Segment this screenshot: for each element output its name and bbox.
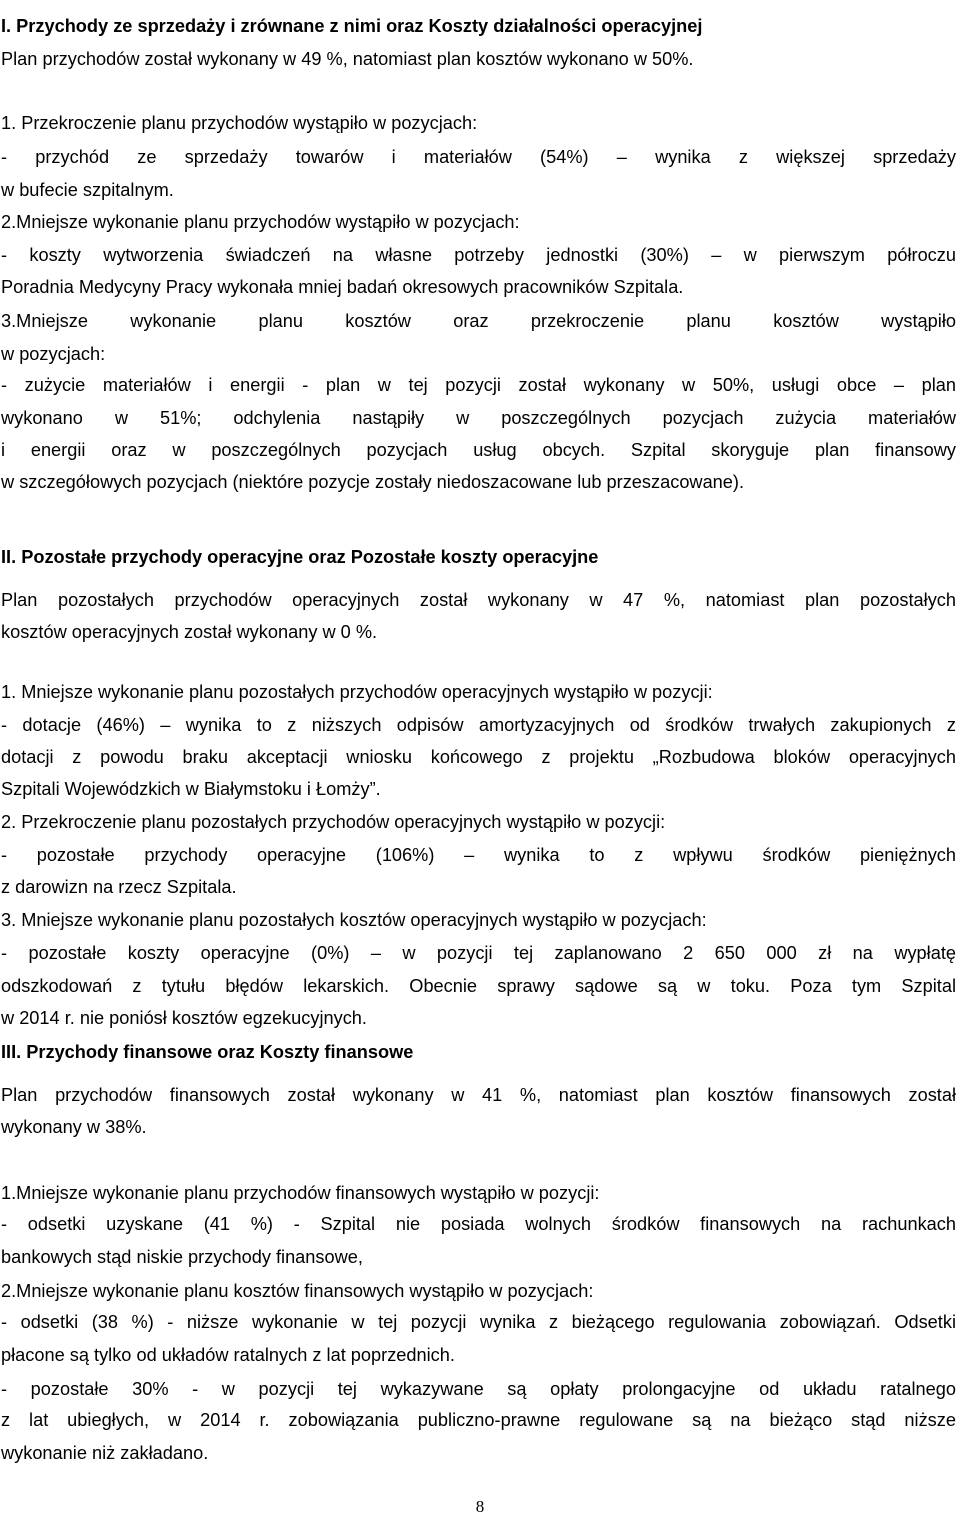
text-line: wykonany w 38%. — [1, 1117, 147, 1137]
text-line: - przychód ze sprzedaży towarów i materiałów (54%) – wynika z większej sprzedaży — [1, 147, 956, 167]
text-line: Szpitali Wojewódzkich w Białymstoku i Łomży”. — [1, 779, 381, 799]
text-line: 2.Mniejsze wykonanie planu przychodów wystąpiło w pozycjach: — [1, 212, 520, 232]
text-line: 2. Przekroczenie planu pozostałych przychodów operacyjnych wystąpiło w pozycji: — [1, 812, 666, 832]
text-line: 1. Przekroczenie planu przychodów wystąpiło w pozycjach: — [1, 113, 478, 133]
text-line: i energii oraz w poszczególnych pozycjach usług obcych. Szpital skoryguje plan finansowy — [1, 440, 956, 460]
page-number: 8 — [475, 1497, 485, 1516]
text-line: Plan przychodów został wykonany w 49 %, natomiast plan kosztów wykonano w 50%. — [1, 49, 694, 69]
text-line: 3.Mniejsze wykonanie planu kosztów oraz przekroczenie planu kosztów wystąpiło — [1, 311, 956, 331]
text-line: w 2014 r. nie poniósł kosztów egzekucyjnych. — [1, 1008, 367, 1028]
text-line: wykonanie niż zakładano. — [1, 1443, 209, 1463]
text-line: - zużycie materiałów i energii - plan w tej pozycji został wykonany w 50%, usługi obce – plan — [1, 375, 956, 395]
text-line: 3. Mniejsze wykonanie planu pozostałych kosztów operacyjnych wystąpiło w pozycjach: — [1, 910, 707, 930]
text-line: z darowizn na rzecz Szpitala. — [1, 877, 237, 897]
text-line: 2.Mniejsze wykonanie planu kosztów finansowych wystąpiło w pozycjach: — [1, 1281, 594, 1301]
section-heading: I. Przychody ze sprzedaży i zrównane z nimi oraz Koszty działalności operacyjnej — [1, 16, 703, 36]
text-line: - dotacje (46%) – wynika to z niższych odpisów amortyzacyjnych od środków trwałych zakupionych z — [1, 715, 956, 735]
text-line: Plan przychodów finansowych został wykonany w 41 %, natomiast plan kosztów finansowych został — [1, 1085, 956, 1105]
text-line: bankowych stąd niskie przychody finansowe, — [1, 1247, 363, 1267]
text-line: płacone są tylko od układów ratalnych z lat poprzednich. — [1, 1345, 455, 1365]
text-line: kosztów operacyjnych został wykonany w 0 %. — [1, 622, 378, 642]
text-line: - odsetki (38 %) - niższe wykonanie w tej pozycji wynika z bieżącego regulowania zobowiązań. Odsetki — [1, 1312, 956, 1332]
section-heading: III. Przychody finansowe oraz Koszty finansowe — [1, 1042, 414, 1062]
text-line: wykonano w 51%; odchylenia nastąpiły w poszczególnych pozycjach zużycia materiałów — [1, 408, 956, 428]
text-line: w pozycjach: — [1, 344, 106, 364]
text-line: 1. Mniejsze wykonanie planu pozostałych przychodów operacyjnych wystąpiło w pozycji: — [1, 682, 713, 702]
text-line: 1.Mniejsze wykonanie planu przychodów finansowych wystąpiło w pozycji: — [1, 1183, 600, 1203]
text-line: - odsetki uzyskane (41 %) - Szpital nie posiada wolnych środków finansowych na rachunkach — [1, 1214, 956, 1234]
text-line: z lat ubiegłych, w 2014 r. zobowiązania publiczno-prawne regulowane są na bieżąco stąd niższe — [1, 1410, 956, 1430]
text-line: - pozostałe 30% - w pozycji tej wykazywane są opłaty prolongacyjne od układu ratalnego — [1, 1379, 956, 1399]
text-line: Plan pozostałych przychodów operacyjnych został wykonany w 47 %, natomiast plan pozostałych — [1, 590, 956, 610]
text-line: - koszty wytworzenia świadczeń na własne potrzeby jednostki (30%) – w pierwszym półroczu — [1, 245, 956, 265]
text-line: odszkodowań z tytułu błędów lekarskich. Obecnie sprawy sądowe są w toku. Poza tym Szpital — [1, 976, 956, 996]
text-line: dotacji z powodu braku akceptacji wniosku końcowego z projektu „Rozbudowa bloków operacyjnych — [1, 747, 956, 767]
text-line: w szczegółowych pozycjach (niektóre pozycje zostały niedoszacowane lub przeszacowane). — [1, 472, 745, 492]
text-line: w bufecie szpitalnym. — [1, 180, 174, 200]
text-line: Poradnia Medycyny Pracy wykonała mniej badań okresowych pracowników Szpitala. — [1, 277, 684, 297]
text-line: - pozostałe przychody operacyjne (106%) – wynika to z wpływu środków pieniężnych — [1, 845, 956, 865]
text-line: - pozostałe koszty operacyjne (0%) – w pozycji tej zaplanowano 2 650 000 zł na wypłatę — [1, 943, 956, 963]
section-heading: II. Pozostałe przychody operacyjne oraz Pozostałe koszty operacyjne — [1, 547, 599, 567]
